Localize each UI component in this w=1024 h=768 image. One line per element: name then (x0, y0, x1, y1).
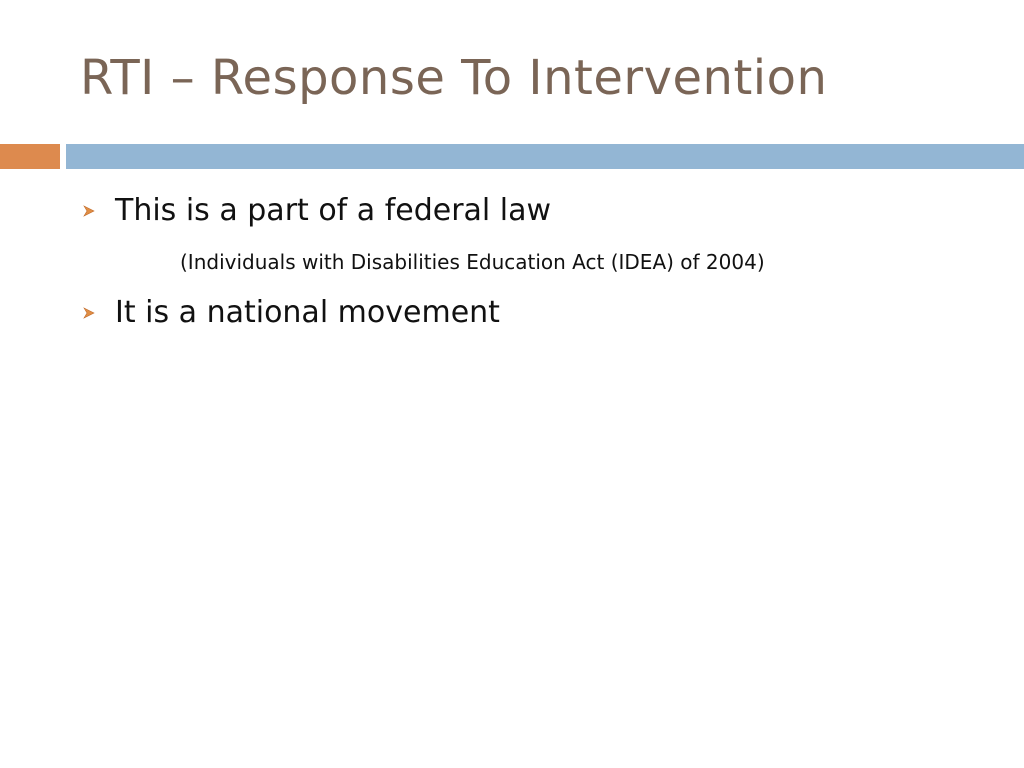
bullet-text: This is a part of a federal law (115, 193, 552, 228)
arrow-bullet-icon (82, 204, 96, 218)
bullet-subtext: (Individuals with Disabilities Education Act (IDEA) of 2004) (180, 250, 765, 274)
arrow-bullet-icon (82, 306, 96, 320)
slide-title: RTI – Response To Intervention (80, 50, 828, 106)
accent-bar-orange (0, 144, 60, 169)
bullet-item (82, 193, 551, 228)
accent-bar-blue (66, 144, 1024, 169)
bullet-item (82, 295, 500, 330)
bullet-text: It is a national movement (115, 295, 500, 330)
